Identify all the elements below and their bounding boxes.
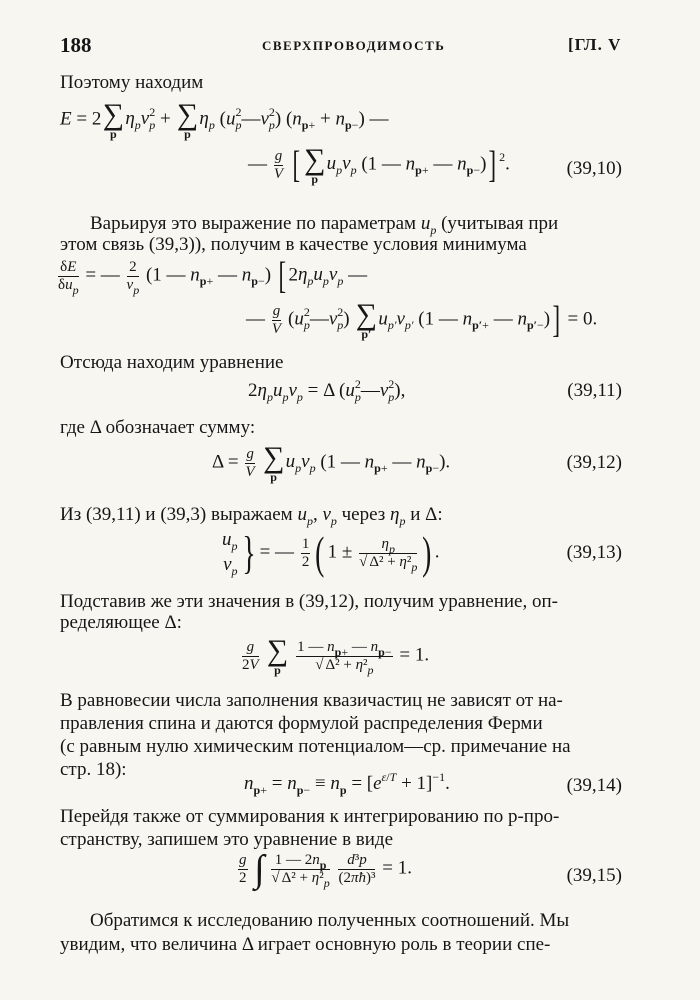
paragraph-6-line2: ределяющее Δ: — [60, 612, 182, 633]
equation-number-39-10: (39,10) — [566, 158, 622, 179]
paragraph-9-line1: Обратимся к исследованию полученных соотношений. Мы — [90, 910, 570, 931]
equation-number-39-11: (39,11) — [567, 380, 622, 401]
paragraph-2-text-b: (учитывая при — [441, 213, 559, 234]
equation-39-14: $n_{p+} = n_{p-} \equiv n_p = [e^{\varepsilon/T} + 1]^{-1}$. — [244, 770, 450, 797]
paragraph-2-line2: этом связь (39,3)), получим в качестве условия минимума — [60, 234, 527, 255]
paragraph-7-line4: стр. 18): — [60, 759, 127, 780]
chapter-marker: [ГЛ. V — [568, 35, 622, 54]
equation-number-39-13: (39,13) — [566, 542, 622, 563]
paragraph-5-text-b: через — [341, 504, 386, 525]
equation-gap: $\frac{g}{2V}$ ∑ p $\frac{1 — n_{p+} — n_{p-}}{√ \Delta^2 + \eta^2_p}$ = 1. — [242, 634, 430, 677]
equation-39-10-line1: E = 2 ∑ p $\eta_pv^2_p$ + ∑ p $\eta_p$ $(u^2_p—v^2_p) (n_{p+} + n_{p-})$ — — [60, 98, 389, 141]
paragraph-7-line3: (с равным нулю химическим потенциалом—ср. примечание на — [60, 736, 571, 757]
equation-39-12: Δ = $\frac{g}{V}$ ∑ p $u_pv_p$ (1 — $n_{p+}$ — $n_{p-}$). — [212, 441, 451, 484]
equation-number-39-12: (39,12) — [566, 452, 622, 473]
variable-u: u — [420, 213, 431, 234]
paragraph-9-line2: увидим, что величина Δ играет основную роль в теории спе- — [60, 934, 551, 955]
equation-variation-line2: — $\frac{g}{V}$ $(u^2_p—v^2_p)$ ∑ p′ $u_{p'}v_{p'}$ (1 — $n_{p'+}$ — $n_{p'-})] = 0$. — [246, 298, 598, 341]
paragraph-2-text-a: Варьируя это выражение по параметрам — [90, 213, 417, 234]
paragraph-5-text-a: Из (39,11) и (39,3) выражаем — [60, 504, 293, 525]
equation-number-39-14: (39,14) — [566, 775, 622, 796]
equation-39-10-line2: — $\frac{g}{V}$ [ ∑ p $u_pv_p$ (1 — $n_{p+}$ — $n_{p-}$)] $^2$. — [248, 143, 510, 186]
paragraph-7-line2: правления спина и даются формулой распределения Ферми — [60, 713, 543, 734]
paragraph-5: Из (39,11) и (39,3) выражаем $u_p$, $v_p$ через $\eta_p$ и Δ: — [60, 504, 443, 528]
paragraph-1: Поэтому находим — [60, 72, 204, 93]
paragraph-8-line1: Перейдя также от суммирования к интегрированию по p-про- — [60, 806, 560, 827]
equation-39-15: $\frac{g}{2}$ ∫ $\frac{1 — 2n_p}{√ \Delta^2 + \eta^2_p}$ $\frac{\text{d³p}}{\text{(2πħ)³}}$ = 1. — [239, 848, 412, 890]
equation-39-11: $2\eta_pu_pv_p = \Delta$ $(u^2_p—v^2_p)$, — [248, 377, 406, 404]
paragraph-3: Отсюда находим уравнение — [60, 352, 284, 373]
paragraph-8-line2: странству, запишем это уравнение в виде — [60, 829, 394, 850]
running-title: СВЕРХПРОВОДИМОСТЬ — [262, 38, 446, 53]
equation-39-13: $u_p$ $v_p$} = — $\frac{1}{2}$ ( 1 ± $\frac{\eta_p}{√ \Delta^2 + \eta^2_p}$ ) . — [222, 527, 440, 578]
paragraph-5-text-c: и Δ: — [410, 504, 443, 525]
paragraph-4: где Δ обозначает сумму: — [60, 417, 256, 438]
equation-variation-line1: $\frac{\delta E}{\delta u_p}$ = — $\frac{2}{v_p}$ (1 — $n_{p+}$ — $n_{p-}$) [ $2\eta_pu_pv_p$ — — [58, 255, 368, 297]
equation-number-39-15: (39,15) — [566, 865, 622, 886]
paragraph-6-line1: Подставив же эти значения в (39,12), получим уравнение, оп- — [60, 591, 558, 612]
paragraph-7-line1: В равновесии числа заполнения квазичастиц не зависят от на- — [60, 690, 563, 711]
page-number: 188 — [60, 33, 92, 57]
paragraph-2-line1: Варьируя это выражение по параметрам $u_p$ (учитывая при — [90, 213, 559, 237]
